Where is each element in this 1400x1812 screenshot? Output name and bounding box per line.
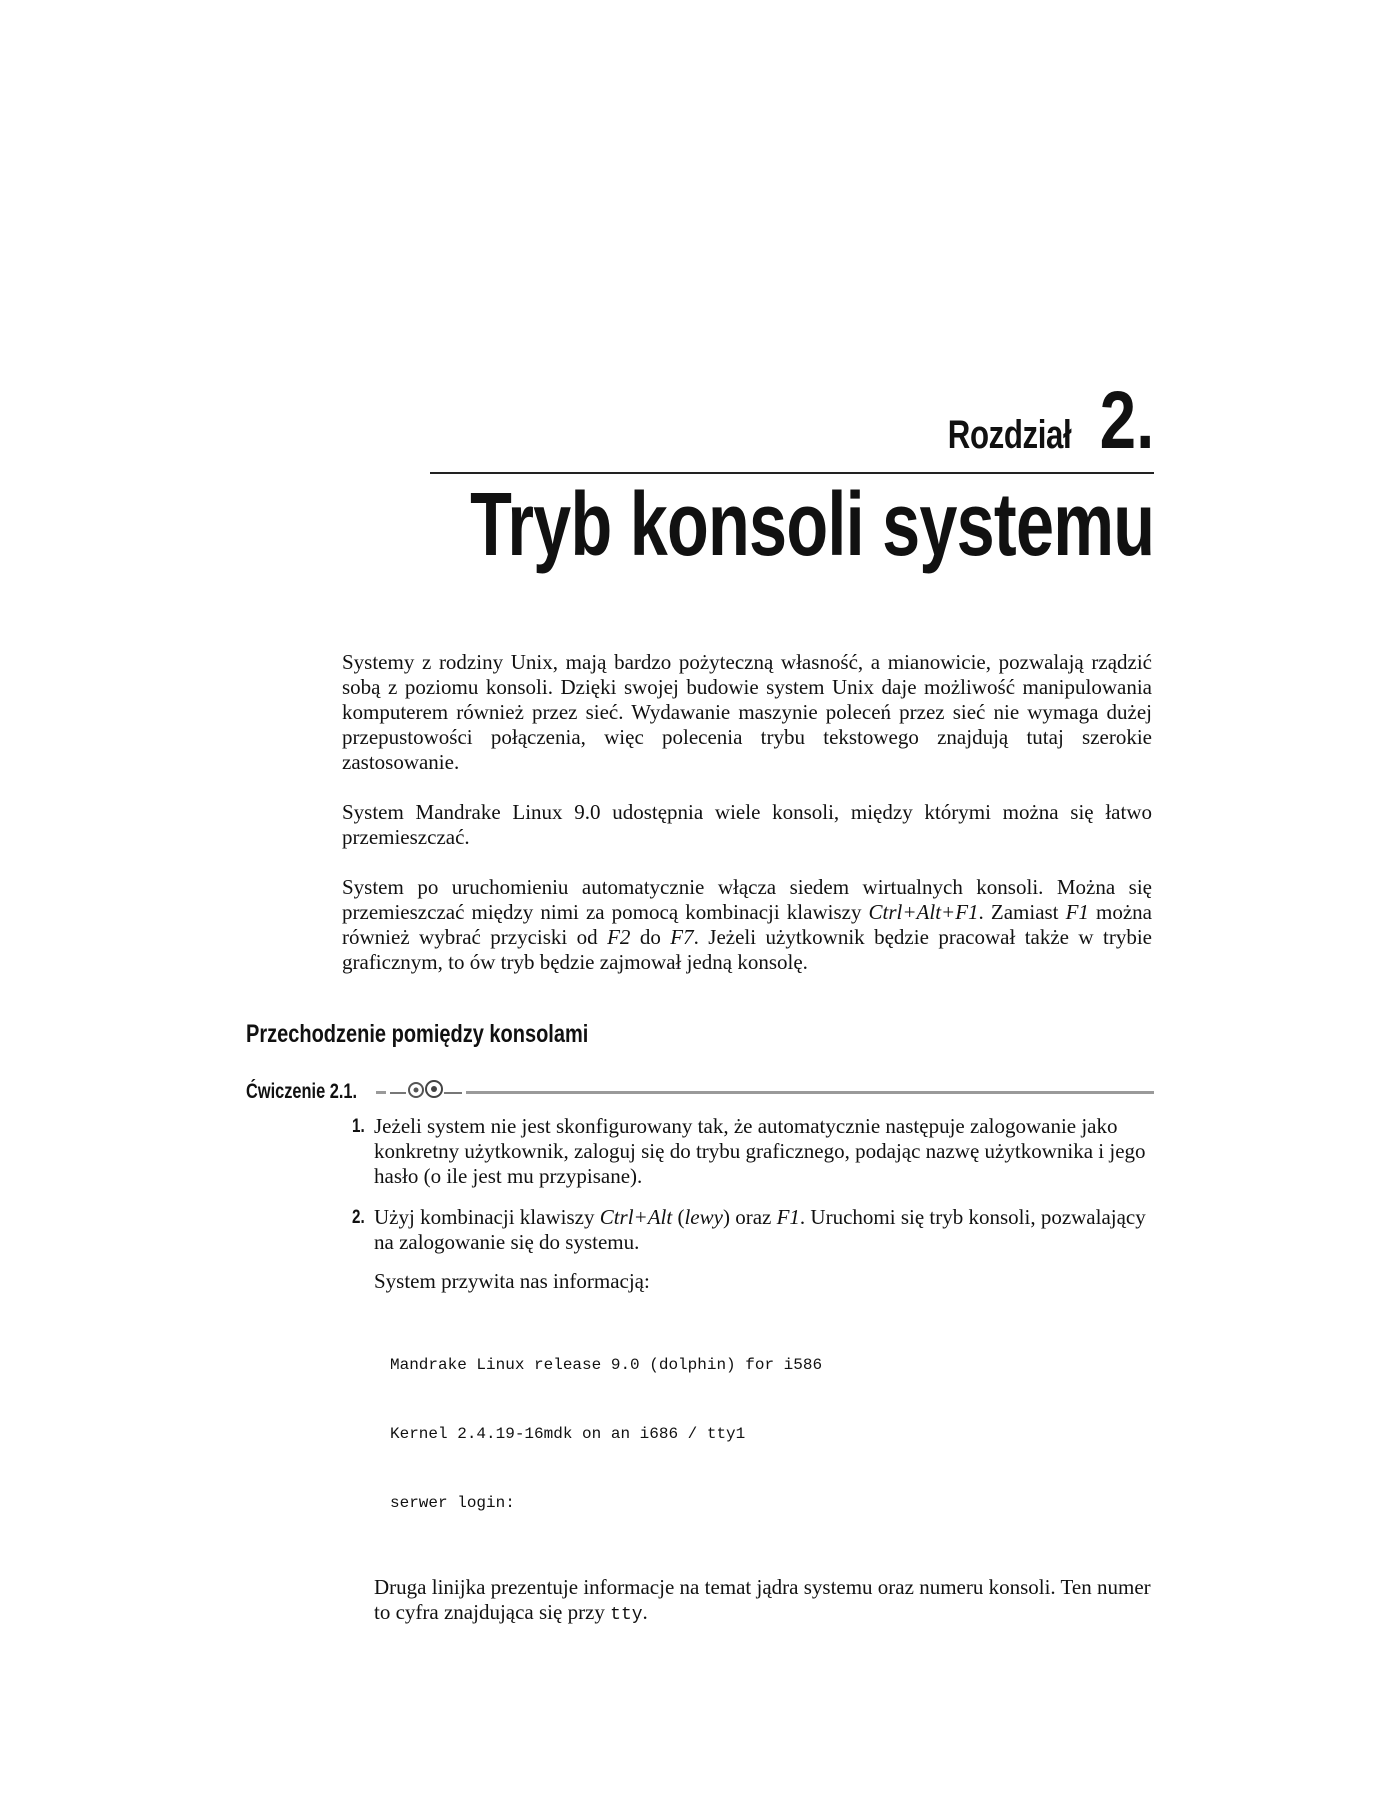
step-number: 1. <box>352 1116 365 1137</box>
after-text-a: Druga linijka prezentuje informacje na temat jądra systemu oraz numeru konsoli. Ten numer to cyfra znajdująca się przy <box>374 1575 1151 1624</box>
after-code-text <box>374 1575 1162 1628</box>
s2-key-2: lewy <box>684 1205 723 1229</box>
intro-paragraph-2: System Mandrake Linux 9.0 udostępnia wiele konsoli, między którymi można się łatwo przemieszczać. <box>342 800 1152 849</box>
p3-text-e: . Jeżeli użytkownik będzie pracował także w trybie graficznym, to ów tryb będzie zajmował jedną konsolę. <box>342 925 1152 974</box>
exercise-ornament-icon <box>386 1078 466 1102</box>
code-line: serwer login: <box>390 1494 515 1512</box>
chapter-word: Rozdział <box>948 413 1072 457</box>
section-heading: Przechodzenie pomiędzy konsolami <box>246 1020 589 1048</box>
after-text-b: . <box>642 1600 648 1624</box>
p3-key-2: F1 <box>1065 900 1089 924</box>
p3-key-4: F7 <box>670 925 694 949</box>
s2-key-3: F1 <box>776 1205 800 1229</box>
chapter-title: Tryb konsoli systemu <box>469 475 1154 575</box>
step-number: 2. <box>352 1207 365 1228</box>
s2-text-b: ( <box>672 1205 685 1229</box>
chapter-label <box>913 375 1154 466</box>
intro-paragraph-1: Systemy z rodziny Unix, mają bardzo pożyteczną własność, a mianowicie, pozwalają rządzić sobą z poziomu konsoli. Dzięki swojej budowie system Unix daje możliwość manipulowania komputerem również przez sieć. Wydawanie maszynie poleceń przez sieć nie wymaga dużej przepustowości połączenia, więc polecenia trybu tekstowego znajdują tutaj szerokie zastosowanie. <box>342 650 1152 774</box>
inline-code-tty: tty <box>610 1605 643 1625</box>
s2-text-d: . Uruchomi się tryb konsoli, pozwalający na zalogowanie się do systemu. <box>374 1205 1146 1254</box>
step-2 <box>352 1205 1162 1628</box>
chapter-rule <box>430 472 1154 474</box>
exercise-bar <box>246 1080 1154 1108</box>
p3-text-b: . Zamiast <box>978 900 1066 924</box>
p3-key-1: Ctrl+Alt+F1 <box>868 900 979 924</box>
steps-list <box>352 1114 1162 1644</box>
greeting-text: System przywita nas informacją: <box>374 1269 650 1293</box>
p3-text-c: można również wybrać przyciski od <box>342 900 1152 949</box>
exercise-label: Ćwiczenie 2.1. <box>246 1080 358 1103</box>
s2-text-c: ) oraz <box>722 1205 777 1229</box>
s2-key-1: Ctrl+Alt <box>599 1205 673 1229</box>
intro-text <box>342 650 1152 1000</box>
step-text: Jeżeli system nie jest skonfigurowany tak, że automatycznie następuje zalogowanie jako konkretny użytkownik, zaloguj się do trybu graficznego, podając nazwę użytkownika i jego hasło (o ile jest mu przypisane). <box>374 1114 1146 1188</box>
chapter-number: 2. <box>1099 375 1154 466</box>
exercise-rule <box>376 1091 1154 1094</box>
p3-key-3: F2 <box>607 925 631 949</box>
code-line: Kernel 2.4.19-16mdk on an i686 / tty1 <box>390 1425 746 1443</box>
code-line: Mandrake Linux release 9.0 (dolphin) for i586 <box>390 1356 823 1374</box>
p3-text-d: do <box>630 925 671 949</box>
p3-text-a: System po uruchomieniu automatycznie włącza siedem wirtualnych konsoli. Można się przemieszczać między nimi za pomocą kombinacji klawiszy <box>342 875 1152 924</box>
s2-text-a: Użyj kombinacji klawiszy <box>374 1205 600 1229</box>
intro-paragraph-3 <box>342 875 1152 975</box>
step-text <box>374 1205 1162 1255</box>
step-1 <box>352 1114 1162 1189</box>
code-block <box>390 1308 1162 1561</box>
